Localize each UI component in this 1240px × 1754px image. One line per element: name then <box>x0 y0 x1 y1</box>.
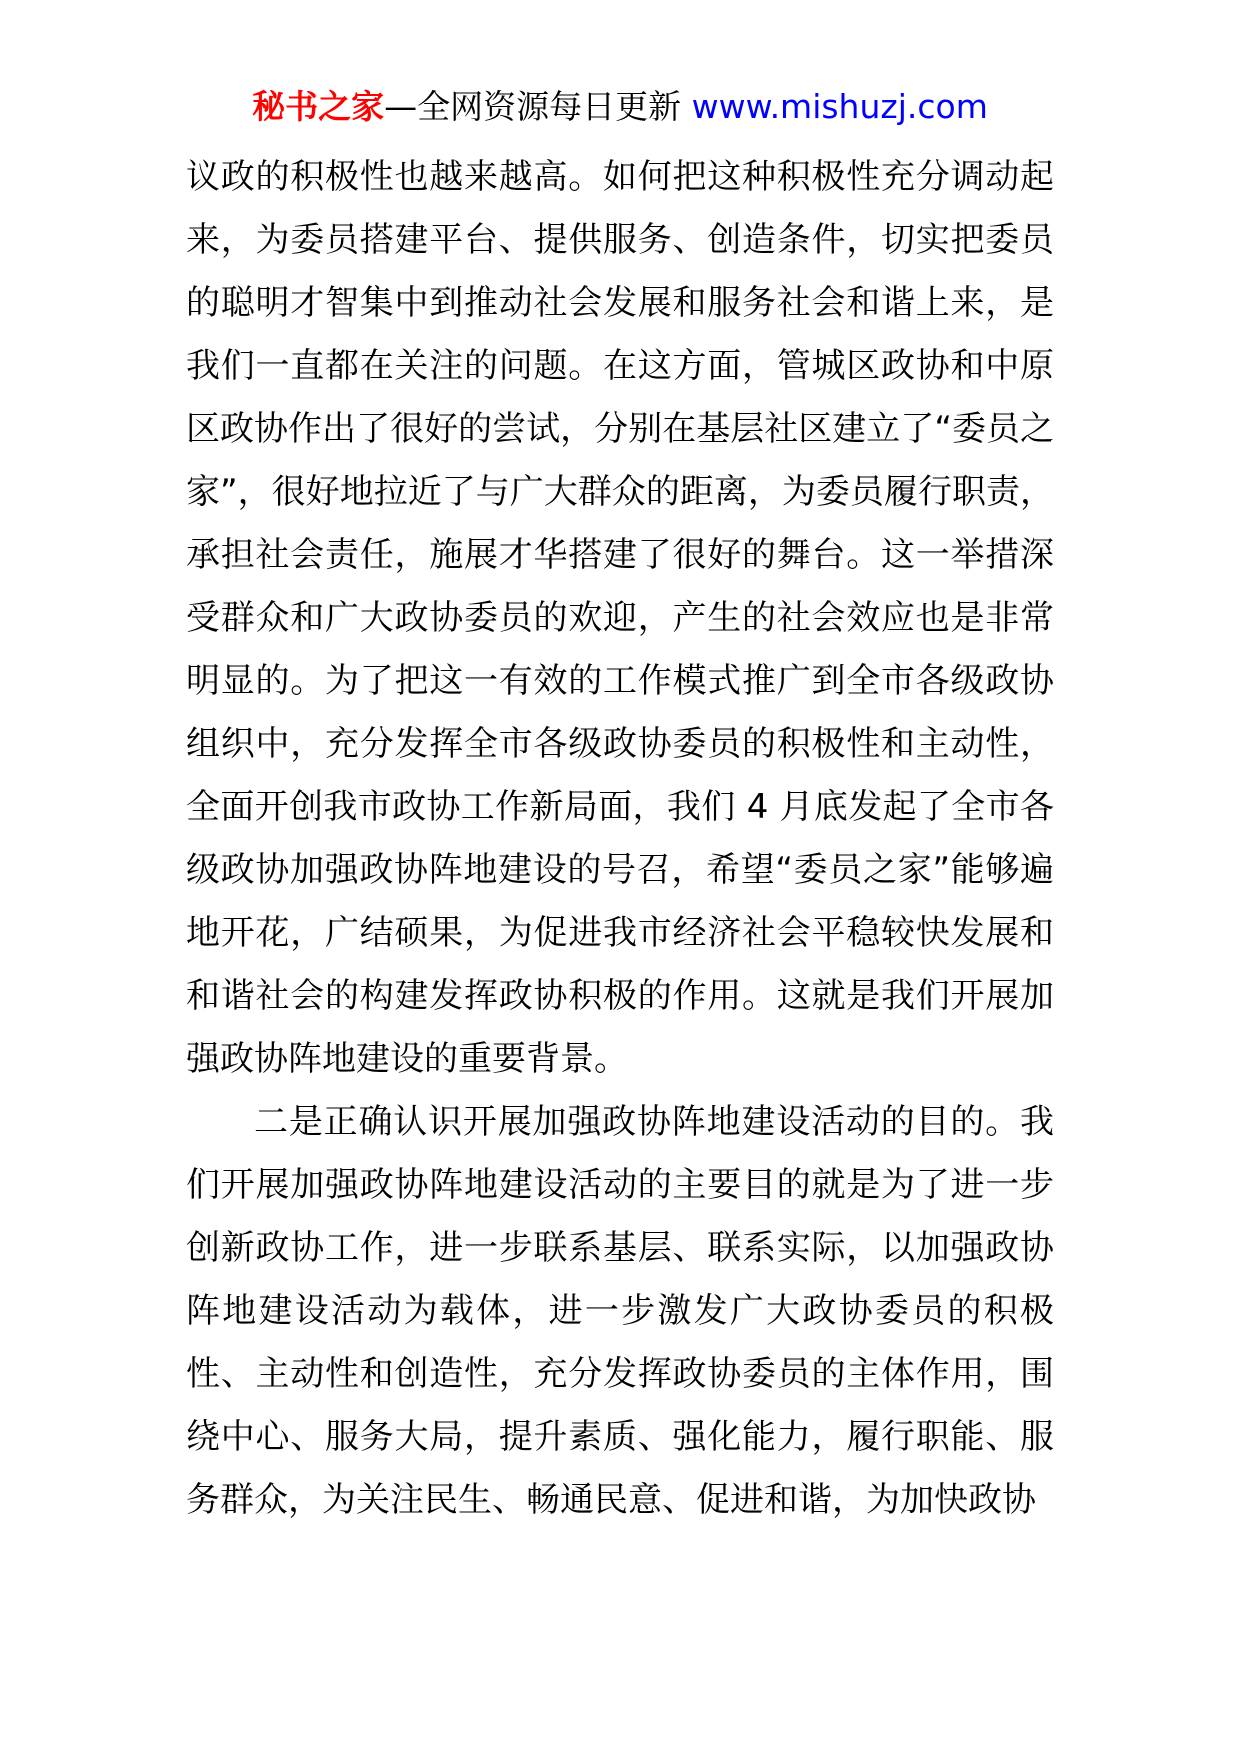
paragraph-purpose: 二是正确认识开展加强政协阵地建设活动的目的。我们开展加强政协阵地建设活动的主要目的就是为了进一步创新政协工作，进一步联系基层、联系实际，以加强政协阵地建设活动为载体，进一步激发广大政协委员的积极性、主动性和创造性，充分发挥政协委员的主体作用，围绕中心、服务大局，提升素质、强化能力，履行职能、服务群众，为关注民生、畅通民意、促进和谐，为加快政协 <box>186 1102 1054 1520</box>
page-header <box>0 86 1240 128</box>
site-url-link[interactable]: www.mishuzj.com <box>691 87 988 126</box>
paragraph-background: 议政的积极性也越来越高。如何把这种积极性充分调动起来，为委员搭建平台、提供服务、创造条件，切实把委员的聪明才智集中到推动社会发展和服务社会和谐上来，是我们一直都在关注的问题。在这方面，管城区政协和中原区政协作出了很好的尝试，分别在基层社区建立了“委员之家”，很好地拉近了与广大群众的距离，为委员履行职责，承担社会责任，施展才华搭建了很好的舞台。这一举措深受群众和广大政协委员的欢迎，产生的社会效应也是非常明显的。为了把这一有效的工作模式推广到全市各级政协组织中，充分发挥全市各级政协委员的积极性和主动性，全面开创我市政协工作新局面，我们 4 月底发起了全市各级政协加强政协阵地建设的号召，希望“委员之家”能够遍地开花，广结硕果，为促进我市经济社会平稳较快发展和和谐社会的构建发挥政协积极的作用。这就是我们开展加强政协阵地建设的重要背景。 <box>186 157 1054 1079</box>
site-tagline: —全网资源每日更新 <box>384 87 692 126</box>
site-brand: 秘书之家 <box>252 87 385 126</box>
document-body <box>186 146 1054 1532</box>
